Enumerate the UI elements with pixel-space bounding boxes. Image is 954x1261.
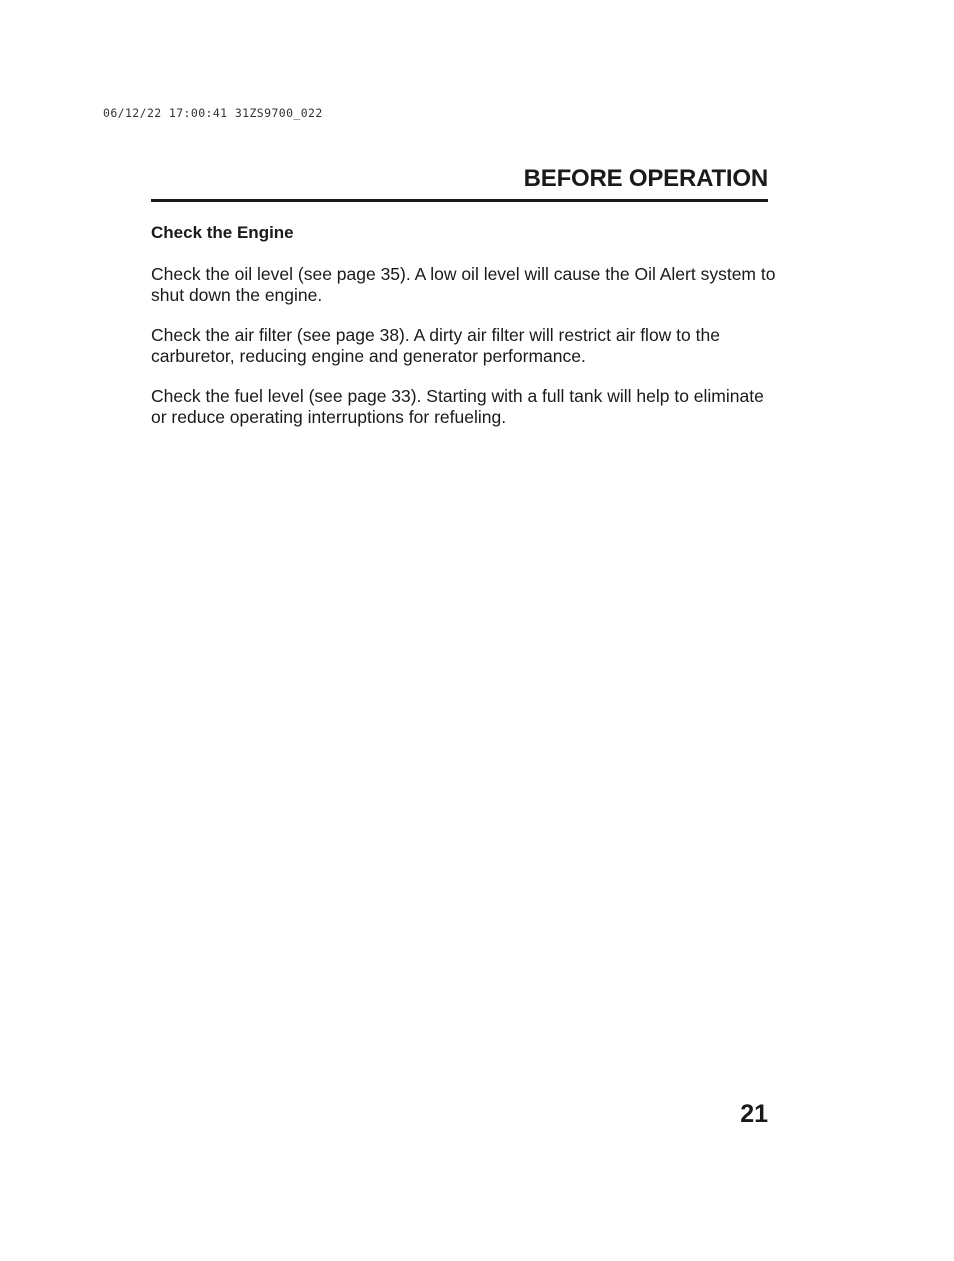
paragraph-oil-level: Check the oil level (see page 35). A low oil level will cause the Oil Alert system to shut down the engine. bbox=[151, 264, 776, 305]
page-title: BEFORE OPERATION bbox=[523, 165, 768, 192]
print-timestamp: 06/12/22 17:00:41 31ZS9700_022 bbox=[103, 106, 323, 120]
page-number: 21 bbox=[740, 1100, 768, 1128]
paragraph-fuel-level: Check the fuel level (see page 33). Starting with a full tank will help to eliminate or reduce operating interruptions for refueling. bbox=[151, 386, 764, 427]
section-heading: Check the Engine bbox=[151, 223, 294, 242]
main-content bbox=[151, 222, 776, 447]
paragraph-air-filter: Check the air filter (see page 38). A dirty air filter will restrict air flow to the carburetor, reducing engine and generator performance. bbox=[151, 325, 720, 366]
section-header bbox=[151, 160, 768, 202]
